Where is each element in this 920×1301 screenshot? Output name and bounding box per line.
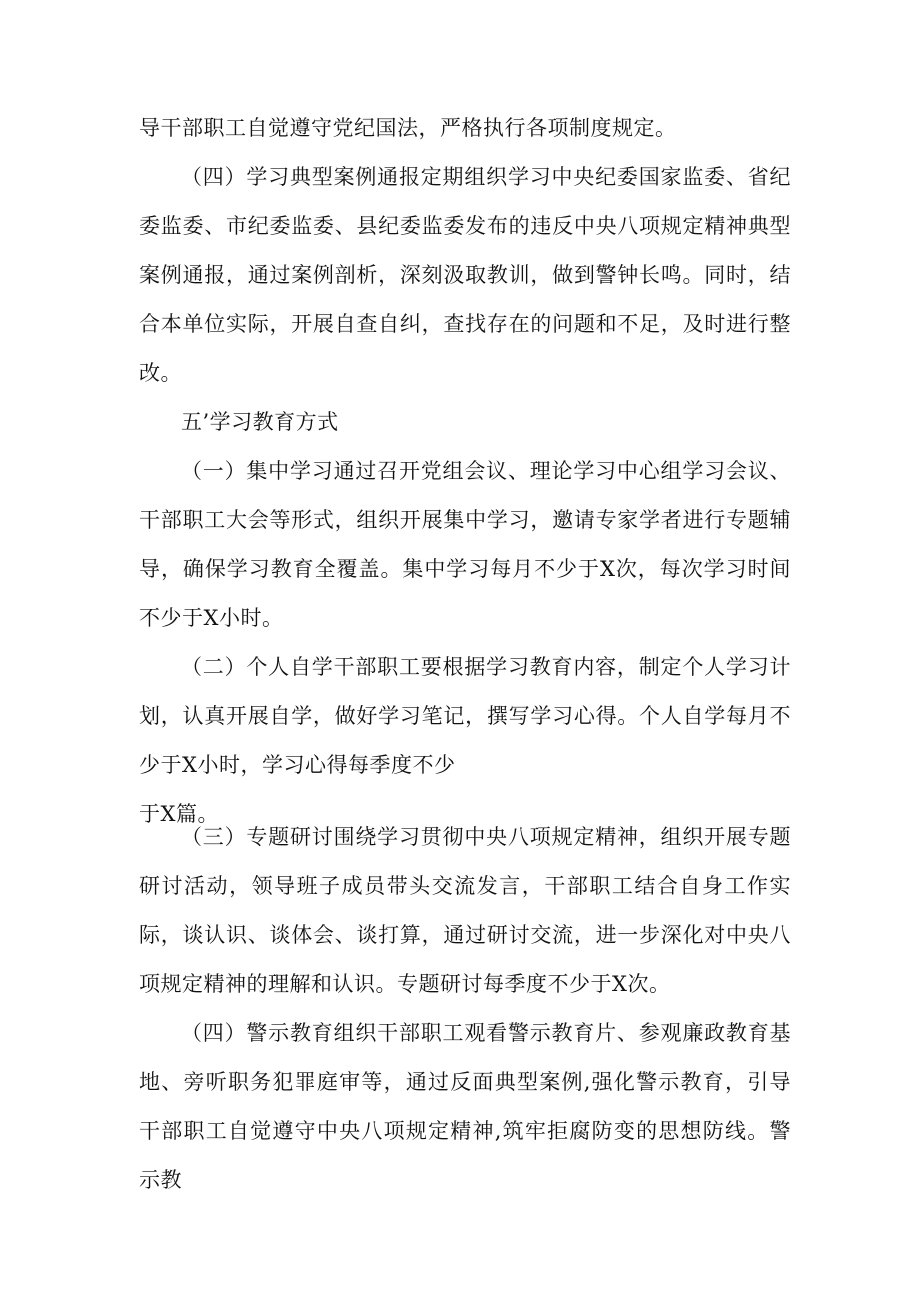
paragraph-seminar: （三）专题研讨围绕学习贯彻中央八项规定精神，组织开展专题研讨活动，领导班子成员带头交流发言，干部职工结合自身工作实际，谈认识、谈体会、谈打算，通过研讨交流，进一步深化对中央八项规定精神的理解和认识。专题研讨每季度不少于X次。 [139, 825, 791, 996]
paragraph-typical-cases: （四）学习典型案例通报定期组织学习中央纪委国家监委、省纪委监委、市纪委监委、县纪委监委发布的违反中央八项规定精神典型案例通报，通过案例剖析，深刻汲取教训，做到警钟长鸣。同时，结合本单位实际，开展自查自纠，查找存在的问题和不足，及时进行整改。 [139, 165, 791, 385]
section-heading-methods: 五’学习教育方式 [181, 410, 339, 434]
paragraph-warning-education: （四）警示教育组织干部职工观看警示教育片、参观廉政教育基地、旁听职务犯罪庭审等，通过反面典型案例,强化警示教育，引导干部职工自觉遵守中央八项规定精神,筑牢拒腐防变的思想防线。警示教 [139, 1021, 791, 1192]
paragraph-collective-study: （一）集中学习通过召开党组会议、理论学习中心组学习会议、干部职工大会等形式，组织开展集中学习，邀请专家学者进行专题辅导，确保学习教育全覆盖。集中学习每月不少于X次，每次学习时间不少于X小时。 [139, 459, 791, 630]
text-line: （二）个人自学干部职工要根据学习教育内容，制定个人学习计划，认真开展自学，做好学习笔记，撰写学习心得。个人自学每月不少于X小时，学习心得每季度不少 [139, 655, 791, 777]
text-line: 于X篇。 [139, 802, 219, 826]
paragraph-continuation [139, 104, 791, 153]
paragraph-self-study [139, 643, 791, 839]
text-line: 导干部职工自觉遵守党纪国法，严格执行各项制度规定。 [139, 116, 677, 140]
